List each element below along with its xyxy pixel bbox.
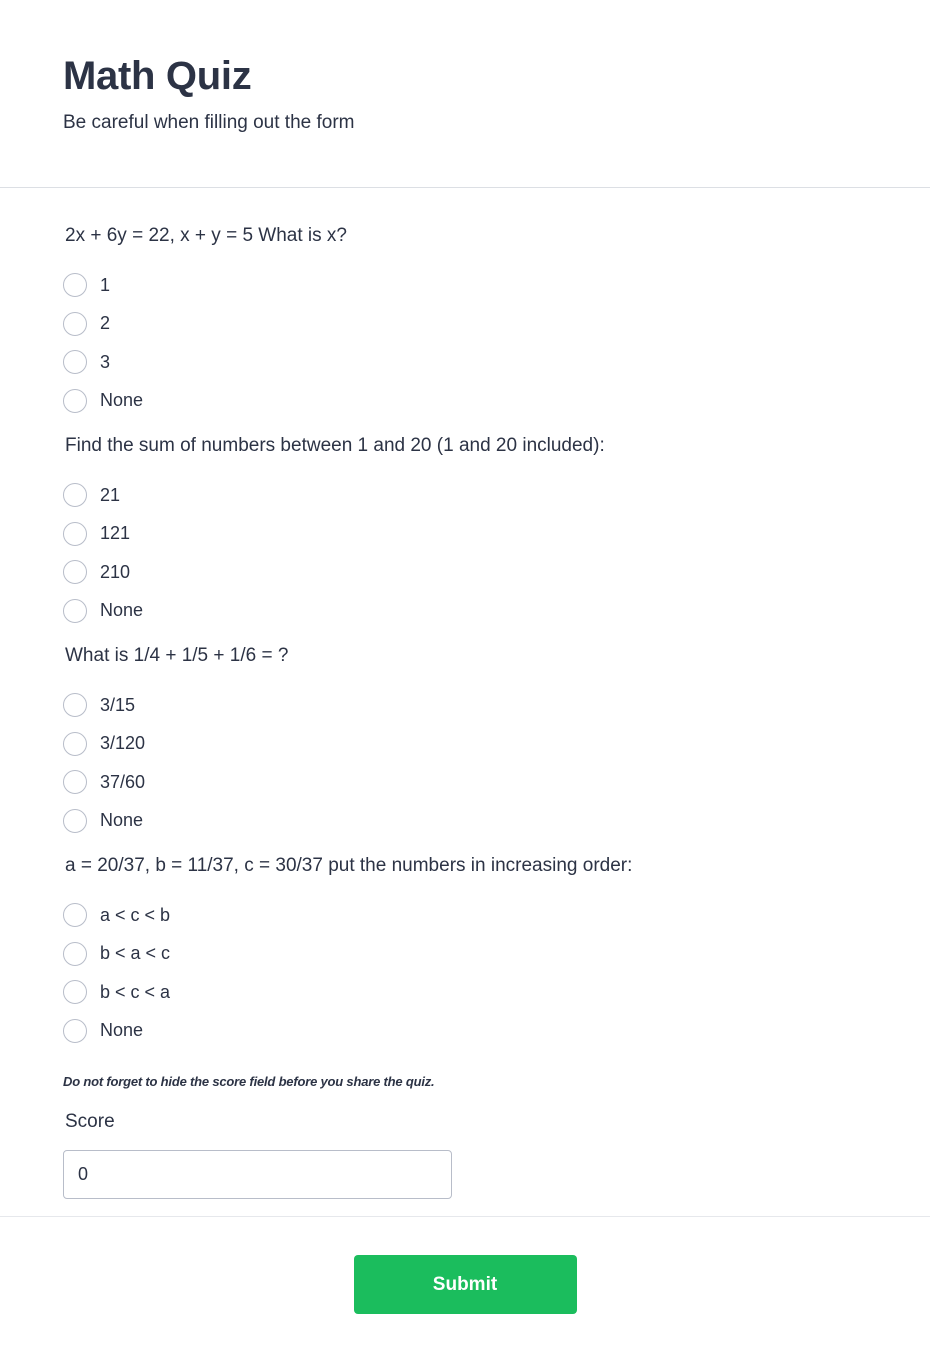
answer-option[interactable] <box>63 382 867 421</box>
radio-button[interactable] <box>63 770 87 794</box>
questions-list <box>63 224 867 1050</box>
option-label: None <box>100 1020 144 1041</box>
answer-option[interactable] <box>63 896 867 935</box>
answer-option[interactable] <box>63 686 867 725</box>
answer-option[interactable] <box>63 802 867 841</box>
radio-button[interactable] <box>63 312 87 336</box>
question-4 <box>63 854 867 1050</box>
option-label: 1 <box>100 274 111 295</box>
radio-button[interactable] <box>63 560 87 584</box>
submit-button[interactable]: Submit <box>354 1255 577 1314</box>
answer-option[interactable] <box>63 305 867 344</box>
form-header <box>0 0 930 188</box>
answer-option[interactable] <box>63 592 867 631</box>
answer-option[interactable] <box>63 1012 867 1051</box>
option-label: a < c < b <box>100 904 171 925</box>
question-label: a = 20/37, b = 11/37, c = 30/37 put the numbers in increasing order: <box>65 855 633 876</box>
option-label: None <box>100 810 144 831</box>
radio-button[interactable] <box>63 903 87 927</box>
option-label: b < c < a <box>100 981 171 1002</box>
answer-option[interactable] <box>63 553 867 592</box>
option-label: b < a < c <box>100 943 171 964</box>
page-title: Math Quiz <box>63 54 252 98</box>
answer-options <box>63 476 867 630</box>
option-label: None <box>100 600 144 621</box>
form-footer <box>0 1217 930 1363</box>
radio-button[interactable] <box>63 732 87 756</box>
answer-options <box>63 896 867 1050</box>
radio-button[interactable] <box>63 809 87 833</box>
option-label: 210 <box>100 561 131 582</box>
radio-button[interactable] <box>63 483 87 507</box>
score-input[interactable] <box>63 1150 452 1199</box>
radio-button[interactable] <box>63 599 87 623</box>
question-1 <box>63 224 867 420</box>
option-label: 121 <box>100 523 131 544</box>
radio-button[interactable] <box>63 1019 87 1043</box>
option-label: None <box>100 390 144 411</box>
answer-option[interactable] <box>63 343 867 382</box>
radio-button[interactable] <box>63 350 87 374</box>
answer-option[interactable] <box>63 476 867 515</box>
option-label: 3 <box>100 351 111 372</box>
question-3 <box>63 644 867 840</box>
score-label: Score <box>65 1111 115 1132</box>
option-label: 2 <box>100 313 111 334</box>
answer-options <box>63 266 867 420</box>
radio-button[interactable] <box>63 522 87 546</box>
answer-option[interactable] <box>63 935 867 974</box>
answer-option[interactable] <box>63 515 867 554</box>
hide-score-note: Do not forget to hide the score field before you share the quiz. <box>63 1074 435 1089</box>
option-label: 21 <box>100 484 121 505</box>
answer-option[interactable] <box>63 973 867 1012</box>
answer-option[interactable] <box>63 266 867 305</box>
answer-option[interactable] <box>63 763 867 802</box>
page-subtitle: Be careful when filling out the form <box>63 112 355 133</box>
radio-button[interactable] <box>63 273 87 297</box>
question-label: 2x + 6y = 22, x + y = 5 What is x? <box>65 225 347 246</box>
radio-button[interactable] <box>63 389 87 413</box>
radio-button[interactable] <box>63 980 87 1004</box>
answer-option[interactable] <box>63 725 867 764</box>
question-label: What is 1/4 + 1/5 + 1/6 = ? <box>65 645 289 666</box>
radio-button[interactable] <box>63 942 87 966</box>
option-label: 37/60 <box>100 771 146 792</box>
quiz-form <box>0 188 930 1217</box>
question-2 <box>63 434 867 630</box>
radio-button[interactable] <box>63 693 87 717</box>
option-label: 3/15 <box>100 694 136 715</box>
option-label: 3/120 <box>100 733 146 754</box>
answer-options <box>63 686 867 840</box>
question-label: Find the sum of numbers between 1 and 20 (1 and 20 included): <box>65 435 605 456</box>
